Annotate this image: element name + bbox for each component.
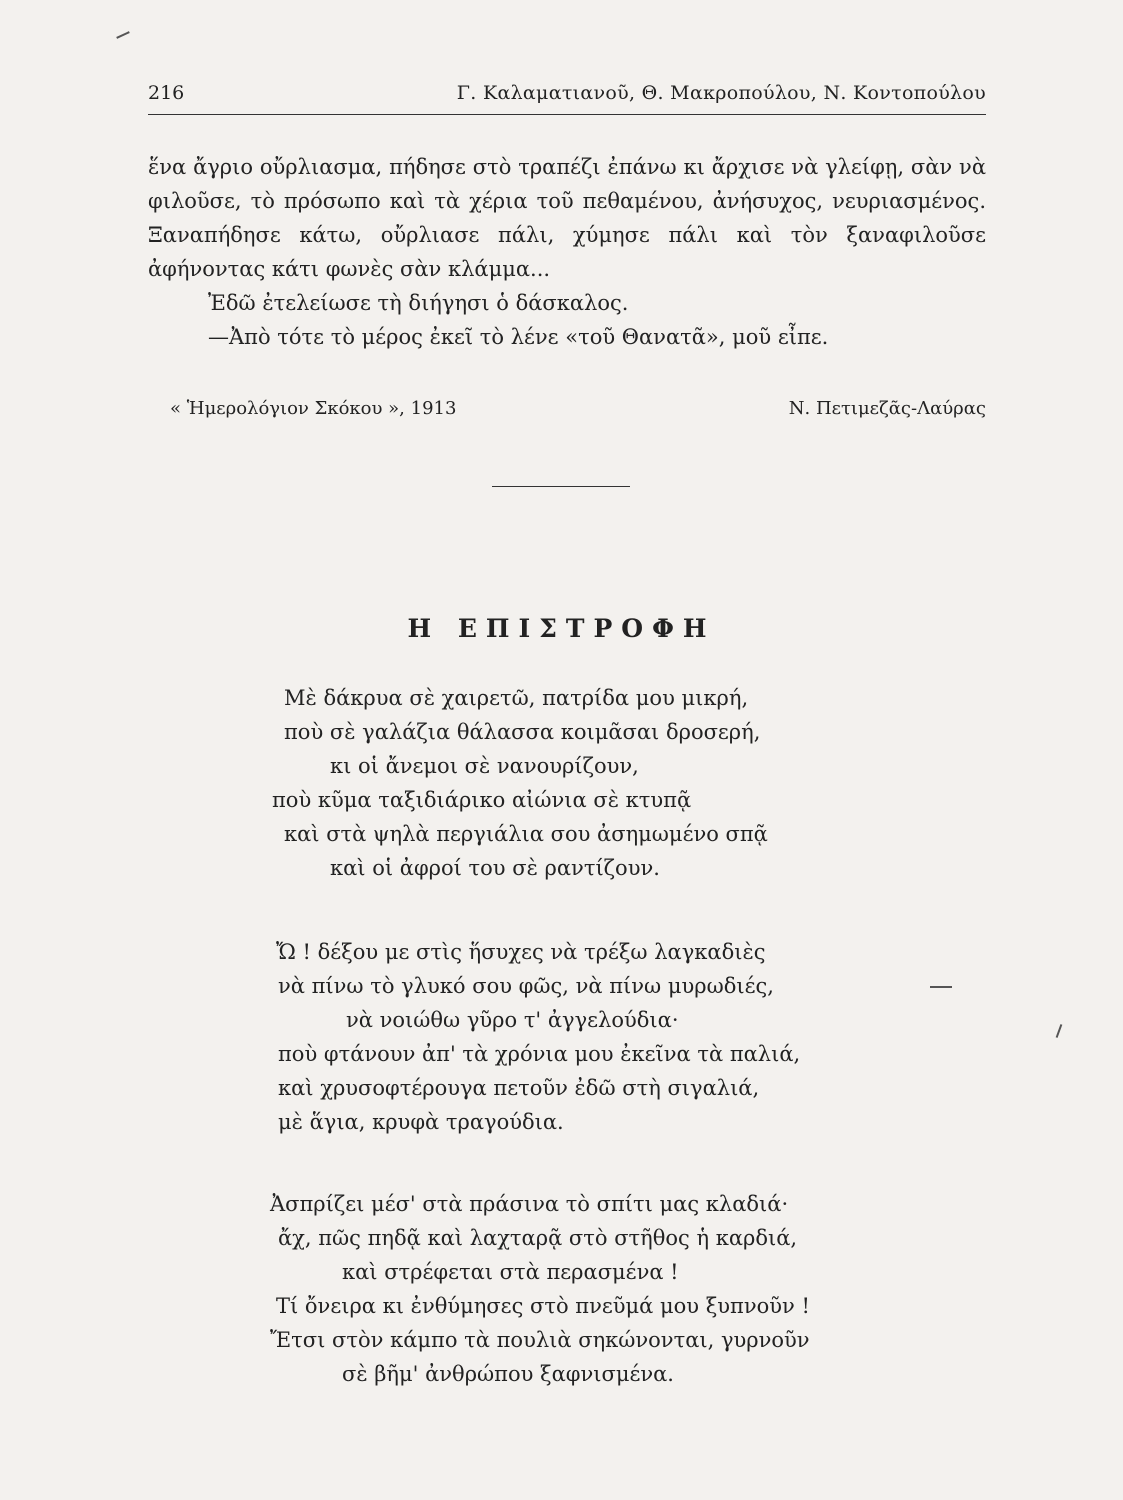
running-head: Γ. Καλαματιανοῦ, Θ. Μακροπούλου, Ν. Κοντοπούλου <box>456 82 986 104</box>
poem-line: καὶ οἱ ἀφροί του σὲ ραντίζουν. <box>330 856 660 880</box>
poem-line: Μὲ δάκρυα σὲ χαιρετῶ, πατρίδα μου μικρή, <box>284 686 749 710</box>
poem-line: κι οἱ ἄνεμοι σὲ νανουρίζουν, <box>330 754 639 778</box>
poem-line: νὰ πίνω τὸ γλυκό σου φῶς, νὰ πίνω μυρωδιές, <box>278 974 774 998</box>
source-author: Ν. Πετιμεζᾶς-Λαύρας <box>788 398 986 419</box>
poem-title: Η ΕΠΙΣΤΡΟΦΗ <box>407 614 716 643</box>
page-number: 216 <box>148 82 185 104</box>
prose-paragraph: ἕνα ἄγριο οὔρλιασμα, πήδησε στὸ τραπέζι ἐπάνω κι ἄρχισε νὰ γλείφῃ, σὰν νὰ φιλοῦσε, τὸ πρόσωπο καὶ τὰ χέρια τοῦ πεθαμένου, ἀνήσυχος, νευριασμένος. Ξαναπήδησε κάτω, οὔρλιασε πάλι, χύμησε πάλι καὶ τὸν ξαναφιλοῦσε ἀφήνοντας κάτι φωνὲς σὰν κλάμμα... <box>148 155 986 281</box>
scan-speck <box>930 986 952 988</box>
poem-line: καὶ στρέφεται στὰ περασμένα ! <box>342 1260 679 1284</box>
poem-line: μὲ ἅγια, κρυφὰ τραγούδια. <box>278 1110 564 1134</box>
poem-line: Ὤ ! δέξου με στὶς ἥσυχες νὰ τρέξω λαγκαδιὲς <box>276 940 766 964</box>
scan-speck <box>1056 1024 1063 1038</box>
prose-paragraph: —Ἀπὸ τότε τὸ μέρος ἐκεῖ τὸ λένε «τοῦ Θανατᾶ», μοῦ εἶπε. <box>208 325 829 349</box>
prose-paragraph: Ἐδῶ ἐτελείωσε τὴ διήγησι ὁ δάσκαλος. <box>208 291 629 315</box>
poem-line: καὶ στὰ ψηλὰ περγιάλια σου ἀσημωμένο σπᾷ <box>284 822 768 846</box>
poem-line: καὶ χρυσοφτέρουγα πετοῦν ἐδῶ στὴ σιγαλιά, <box>278 1076 760 1100</box>
poem-line: ποὺ φτάνουν ἀπ' τὰ χρόνια μου ἐκεῖνα τὰ παλιά, <box>278 1042 801 1066</box>
poem-line: Ἔτσι στὸν κάμπο τὰ πουλιὰ σηκώνονται, γυρνοῦν <box>270 1328 810 1352</box>
prose-text <box>148 150 986 354</box>
poem-line: Ἀσπρίζει μέσ' στὰ πράσινα τὸ σπίτι μας κλαδιά· <box>270 1192 789 1216</box>
scan-speck <box>116 31 130 39</box>
poem-line: ποὺ σὲ γαλάζια θάλασσα κοιμᾶσαι δροσερή, <box>284 720 761 744</box>
poem-line: ποὺ κῦμα ταξιδιάρικο αἰώνια σὲ κτυπᾷ <box>272 788 692 812</box>
source-publication: « Ἡμερολόγιον Σκόκου », 1913 <box>170 398 457 419</box>
section-divider <box>492 486 630 487</box>
poem-line: νὰ νοιώθω γῦρο τ' ἀγγελούδια· <box>346 1008 679 1032</box>
poem-line: ἄχ, πῶς πηδᾷ καὶ λαχταρᾷ στὸ στῆθος ἡ καρδιά, <box>278 1226 798 1250</box>
poem-line: σὲ βῆμ' ἀνθρώπου ξαφνισμένα. <box>342 1362 674 1386</box>
page-header <box>148 78 986 115</box>
poem-line: Τί ὄνειρα κι ἐνθύμησες στὸ πνεῦμά μου ξυπνοῦν ! <box>276 1294 810 1318</box>
